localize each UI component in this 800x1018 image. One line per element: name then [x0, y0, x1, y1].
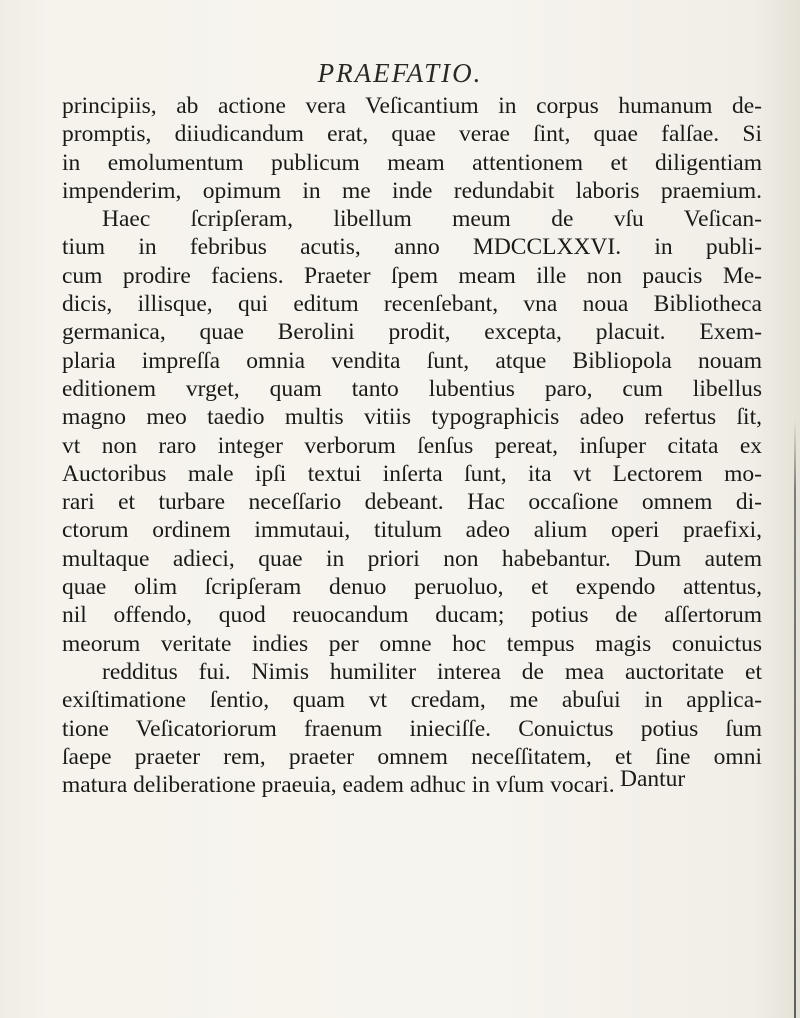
text-line: plaria impreſſa omnia vendita ſunt, atque Bibliopola nouam: [62, 347, 762, 374]
text-line: multaque adieci, quae in priori non habebantur. Dum autem: [62, 545, 762, 572]
text-line: in emolumentum publicum meam attentionem et diligentiam: [62, 149, 762, 176]
text-line: promptis, diiudicandum erat, quae verae ſint, quae falſae. Si: [62, 121, 762, 148]
text-line: meorum veritate indies per omne hoc tempus magis conuictus: [62, 630, 762, 657]
text-line: exiſtimatione ſentio, quam vt credam, me abuſui in applica-: [62, 687, 762, 714]
text-line: matura deliberatione praeuia, eadem adhuc in vſum vocari.: [62, 772, 615, 799]
catchword: Dantur: [620, 766, 686, 792]
text-line: germanica, quae Berolini prodit, excepta, placuit. Exem-: [62, 319, 762, 346]
text-line: Haec ſcripſeram, libellum meum de vſu Veſican-: [102, 206, 762, 233]
text-line: ſaepe praeter rem, praeter omnem neceſſitatem, et ſine omni: [62, 743, 762, 770]
text-line: principiis, ab actione vera Veſicantium in corpus humanum de-: [62, 93, 762, 119]
text-line: rari et turbare neceſſario debeant. Hac occaſione omnem di-: [62, 489, 762, 516]
text-line: magno meo taedio multis vitiis typographicis adeo refertus ſit,: [62, 404, 762, 431]
text-line: ctorum ordinem immutaui, titulum adeo alium operi praefixi,: [62, 517, 762, 544]
text-line: cum prodire faciens. Praeter ſpem meam ille non paucis Me-: [62, 262, 762, 289]
text-line: tione Veſicatoriorum fraenum inieciſſe. Conuictus potius ſum: [62, 715, 762, 742]
running-head: PRAEFATIO.: [317, 58, 483, 88]
text-line: nil offendo, quod reuocandum ducam; potius de aſſertorum: [62, 602, 762, 629]
text-line: tium in febribus acutis, anno MDCCLXXVI. in publi-: [62, 234, 762, 261]
text-line: dicis, illisque, qui editum recenſebant, vna noua Bibliotheca: [62, 291, 762, 318]
text-line: redditus fui. Nimis humiliter interea de mea auctoritate et: [102, 658, 762, 685]
body-text: [62, 92, 762, 799]
text-line: editionem vrget, quam tanto lubentius paro, cum libellus: [62, 375, 762, 402]
text-line: quae olim ſcripſeram denuo peruoluo, et expendo attentus,: [62, 574, 762, 601]
text-line: vt non raro integer verborum ſenſus pereat, inſuper citata ex: [62, 432, 762, 459]
text-line: Auctoribus male ipſi textui inſerta ſunt, ita vt Lectorem mo-: [62, 460, 762, 487]
text-line: impenderim, opimum in me inde redundabit laboris praemium.: [62, 177, 762, 204]
page-edge-shadow: [794, 420, 796, 1018]
